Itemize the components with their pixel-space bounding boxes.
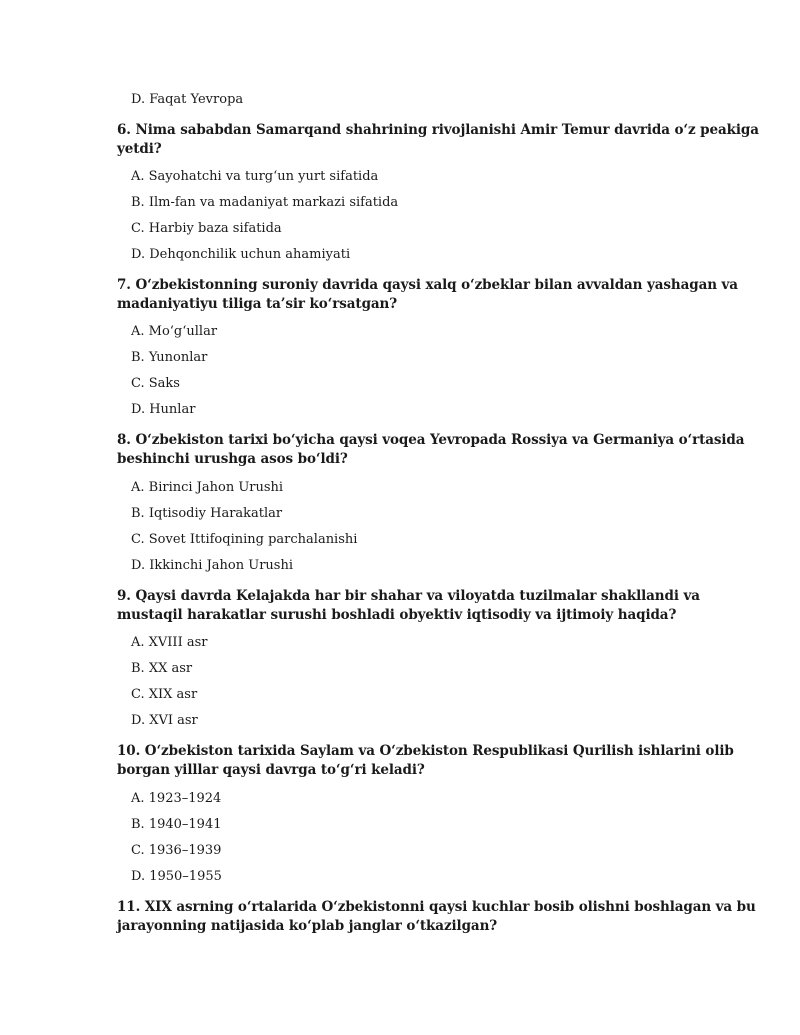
- option-10a: A. 1923–1924: [131, 791, 222, 806]
- question-7-title-line-1: 7. O‘zbekistonning suroniy davrida qaysi xalq o‘zbeklar bilan avvaldan yashagan va: [117, 277, 738, 293]
- option-9b: B. XX asr: [131, 661, 193, 676]
- question-8-title-line-2: beshinchi urushga asos bo‘ldi?: [117, 451, 348, 467]
- option-7a: A. Mo‘g‘ullar: [131, 324, 218, 339]
- question-9-title-line-2: mustaqil harakatlar surushi boshladi obyektiv iqtisodiy va ijtimoiy haqida?: [117, 607, 677, 623]
- option-10d: D. 1950–1955: [131, 869, 222, 884]
- option-6c: C. Harbiy baza sifatida: [131, 221, 282, 236]
- question-11-title-line-1: 11. XIX asrning o‘rtalarida O‘zbekistonni qaysi kuchlar bosib olishni boshlagan va bu: [117, 899, 756, 915]
- option-6b: B. Ilm-fan va madaniyat markazi sifatida: [131, 195, 399, 210]
- question-10-title-line-2: borgan yilllar qaysi davrga to‘g‘ri keladi?: [117, 762, 425, 778]
- option-8b: B. Iqtisodiy Harakatlar: [131, 506, 283, 521]
- option-7d: D. Hunlar: [131, 402, 196, 417]
- option-8c: C. Sovet Ittifoqining parchalanishi: [131, 532, 358, 547]
- question-8-title-line-1: 8. O‘zbekiston tarixi bo‘yicha qaysi voqea Yevropada Rossiya va Germaniya o‘rtasida: [117, 432, 745, 448]
- option-9d: D. XVI asr: [131, 713, 198, 728]
- option-5d: D. Faqat Yevropa: [131, 92, 244, 107]
- question-6-title-line-2: yetdi?: [117, 141, 162, 157]
- option-7c: C. Saks: [131, 376, 180, 391]
- question-7-title-line-2: madaniyatiyu tiliga ta’sir ko‘rsatgan?: [117, 296, 398, 312]
- question-9-title-line-1: 9. Qaysi davrda Kelajakda har bir shahar va viloyatda tuzilmalar shakllandi va: [117, 588, 700, 604]
- question-6-title-line-1: 6. Nima sababdan Samarqand shahrining rivojlanishi Amir Temur davrida o‘z peakiga: [117, 122, 759, 138]
- option-7b: B. Yunonlar: [131, 350, 208, 365]
- option-8d: D. Ikkinchi Jahon Urushi: [131, 558, 293, 573]
- option-9a: A. XVIII asr: [131, 635, 208, 650]
- option-10b: B. 1940–1941: [131, 817, 222, 832]
- question-11-title-line-2: jarayonning natijasida ko‘plab janglar o‘tkazilgan?: [117, 918, 498, 934]
- option-6a: A. Sayohatchi va turg‘un yurt sifatida: [131, 169, 379, 184]
- option-9c: C. XIX asr: [131, 687, 198, 702]
- option-8a: A. Birinci Jahon Urushi: [131, 480, 284, 495]
- question-10-title-line-1: 10. O‘zbekiston tarixida Saylam va O‘zbekiston Respublikasi Qurilish ishlarini olib: [117, 743, 734, 759]
- option-6d: D. Dehqonchilik uchun ahamiyati: [131, 247, 351, 262]
- option-10c: C. 1936–1939: [131, 843, 222, 858]
